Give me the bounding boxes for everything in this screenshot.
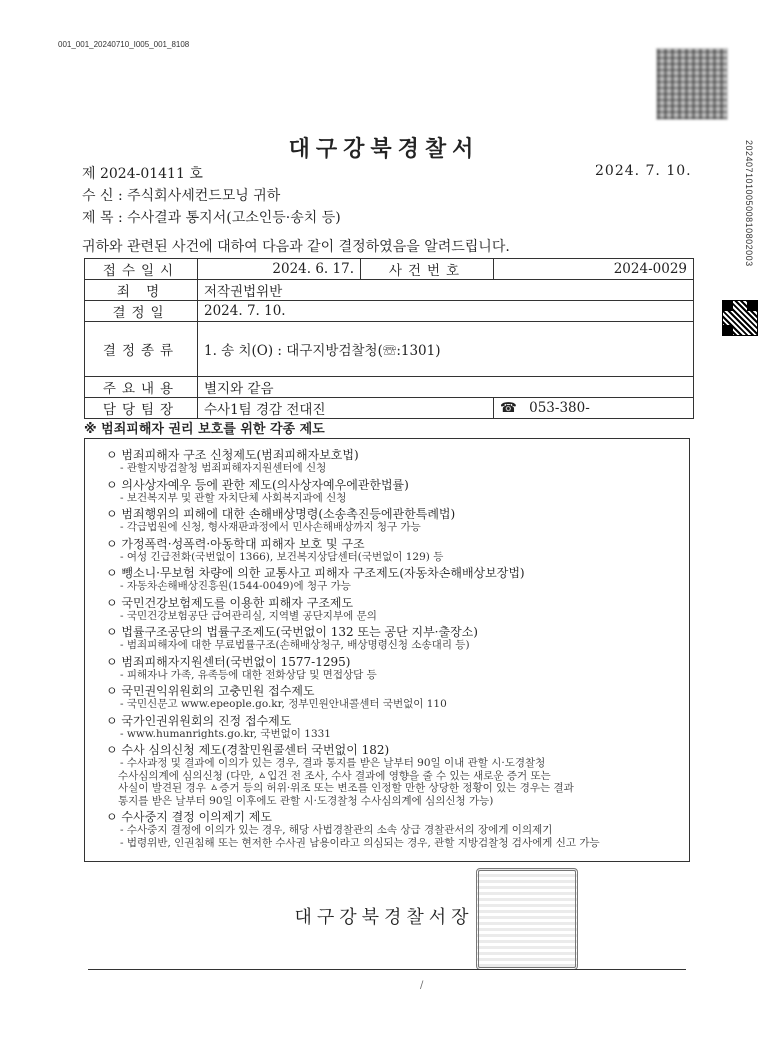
list-item-heading: ㅇ 범죄피해자 구조 신청제도(범죄피해자보호법) xyxy=(106,448,359,462)
list-item xyxy=(106,479,686,505)
list-item-detail: - 자동차손해배상진흥원(1544-0049)에 청구 가능 xyxy=(120,580,351,592)
content-value: 별지와 같음 xyxy=(198,377,694,398)
decision-date-value: 2024. 7. 10. xyxy=(198,301,694,322)
qr-code-side xyxy=(722,300,758,336)
document-id: 001_001_20240710_I005_001_8108 xyxy=(58,40,190,49)
list-item xyxy=(106,744,686,807)
table-row xyxy=(85,259,694,280)
notice-items-list xyxy=(106,449,686,853)
team-value: 수사1팀 경감 전대진 xyxy=(198,398,494,419)
list-item xyxy=(106,656,686,682)
list-item-heading: ㅇ 범죄행위의 피해에 대한 손해배상명령(소송촉진등에관한특례법) xyxy=(106,507,456,521)
list-item xyxy=(106,508,686,534)
list-item xyxy=(106,811,686,849)
list-item-heading: ㅇ 국가인권위원회의 진정 접수제도 xyxy=(106,713,292,728)
list-item-detail: - 여성 긴급전화(국번없이 1366), 보건복지상담센터(국번없이 129) 등 xyxy=(120,550,444,563)
list-item xyxy=(106,685,686,711)
case-info-table xyxy=(84,258,694,419)
list-item xyxy=(106,597,686,623)
list-item-detail: - 법령위반, 인권침해 또는 현저한 수사권 남용이라고 의심되는 경우, 관할 지방검찰청 검사에게 신고 가능 xyxy=(120,836,600,849)
list-item-detail: 사실이 발견된 경우 ㅿ증거 등의 허위·위조 또는 변조를 인정할 만한 상당한 정황이 있는 경우는 결과 xyxy=(118,782,574,794)
case-no-label: 사건번호 xyxy=(361,259,494,280)
issuer-name: 대구강북경찰서장 xyxy=(294,907,474,928)
list-item-heading: ㅇ 수사 심의신청 제도(경찰민원콜센터 국번없이 182) xyxy=(106,743,390,757)
list-item-detail: - 관할지방검찰청 범죄피해자지원센터에 신청 xyxy=(120,462,327,474)
list-item-detail: - 각급법원에 신청, 형사재판과정에서 민사손해배상까지 청구 가능 xyxy=(120,521,421,533)
content-label: 주요내용 xyxy=(85,377,198,398)
recipient-line: 수 신 : 주식회사세컨드모닝 귀하 xyxy=(82,188,281,204)
list-item xyxy=(106,715,686,741)
list-item-detail: - 수사과정 및 결과에 이의가 있는 경우, 결과 통지를 받은 날부터 90일 이내 관할 시·도경찰청 xyxy=(120,757,546,769)
divider xyxy=(88,969,686,970)
list-item xyxy=(106,449,686,475)
table-row xyxy=(85,301,694,322)
decision-type-label: 결정종류 xyxy=(85,322,198,377)
received-value: 2024. 6. 17. xyxy=(198,259,361,280)
list-item xyxy=(106,538,686,564)
list-item-detail: 통지를 받은 날부터 90일 이후에도 관할 시·도경찰청 수사심의계에 심의신청 가능) xyxy=(118,794,494,807)
table-row xyxy=(85,280,694,301)
list-item-detail: 수사심의계에 심의신청 (다만, ㅿ입건 전 조사, 수사 결과에 영향을 줄 수 있는 새로운 증거 또는 xyxy=(118,769,551,782)
notice-title: ※ 범죄피해자 권리 보호를 위한 각종 제도 xyxy=(84,422,325,437)
list-item-detail: - 수사중지 결정에 이의가 있는 경우, 해당 사법경찰관의 소속 상급 경찰관서의 장에게 이의제기 xyxy=(120,824,553,836)
table-row xyxy=(85,398,694,419)
list-item-heading: ㅇ 범죄피해자지원센터(국번없이 1577-1295) xyxy=(106,654,351,669)
table-row xyxy=(85,377,694,398)
list-item-heading: ㅇ 법률구조공단의 법률구조제도(국번없이 132 또는 공단 지부·출장소) xyxy=(106,625,478,639)
table-row xyxy=(85,322,694,377)
list-item-heading: ㅇ 수사중지 결정 이의제기 제도 xyxy=(106,810,272,824)
phone-value: 053-380- xyxy=(529,400,590,416)
list-item-detail: - 피해자나 가족, 유족등에 대한 전화상담 및 면접상담 등 xyxy=(120,668,377,681)
list-item xyxy=(106,567,686,593)
charge-label: 죄 명 xyxy=(85,280,198,301)
team-label: 담당팀장 xyxy=(85,398,198,419)
list-item-detail: - 보건복지부 및 관할 자치단체 사회복지과에 신청 xyxy=(120,491,347,504)
list-item-heading: ㅇ 국민권익위원회의 고충민원 접수제도 xyxy=(106,684,315,698)
list-item-detail: - 범죄피해자에 대한 무료법률구조(손해배상청구, 배상명령신청 소송대리 등) xyxy=(120,639,470,651)
intro-text: 귀하와 관련된 사건에 대하여 다음과 같이 결정하였음을 알려드립니다. xyxy=(82,239,510,255)
qr-code-top xyxy=(656,48,728,120)
list-item-heading: ㅇ 의사상자예우 등에 관한 제도(의사상자예우에관한법률) xyxy=(106,477,409,492)
list-item-heading: ㅇ 가정폭력·성폭력·아동학대 피해자 보호 및 구조 xyxy=(106,536,365,551)
phone-cell xyxy=(494,398,694,419)
decision-date-label: 결정일 xyxy=(85,301,198,322)
list-item xyxy=(106,626,686,652)
case-no-value: 2024-0029 xyxy=(494,259,694,280)
phone-icon: ☎ xyxy=(500,400,517,416)
received-label: 접수일시 xyxy=(85,259,198,280)
list-item-detail: - www.humanrights.go.kr, 국번없이 1331 xyxy=(120,727,331,740)
document-title: 대구강북경찰서 xyxy=(288,136,480,162)
list-item-heading: ㅇ 국민건강보험제도를 이용한 피해자 구조제도 xyxy=(106,595,354,610)
bottom-mark: / xyxy=(420,980,424,991)
charge-value: 저작권법위반 xyxy=(198,280,694,301)
subject-line: 제 목 : 수사결과 통지서(고소인등·송치 등) xyxy=(82,210,341,226)
decision-type-value: 1. 송 치(O) : 대구지방검찰청(☏:1301) xyxy=(198,322,694,377)
list-item-detail: - 국민신문고 www.epeople.go.kr, 정부민원안내콜센터 국번없이 110 xyxy=(120,698,447,710)
document-number: 제 2024-01411 호 xyxy=(82,166,203,182)
list-item-heading: ㅇ 뺑소니·무보험 차량에 의한 교통사고 피해자 구조제도(자동차손해배상보장법) xyxy=(106,566,525,580)
document-date: 2024. 7. 10. xyxy=(595,163,692,179)
side-serial-number: 20240710100500810802003 xyxy=(744,140,754,267)
list-item-detail: - 국민건강보험공단 급여관리실, 지역별 공단지부에 문의 xyxy=(120,609,377,622)
